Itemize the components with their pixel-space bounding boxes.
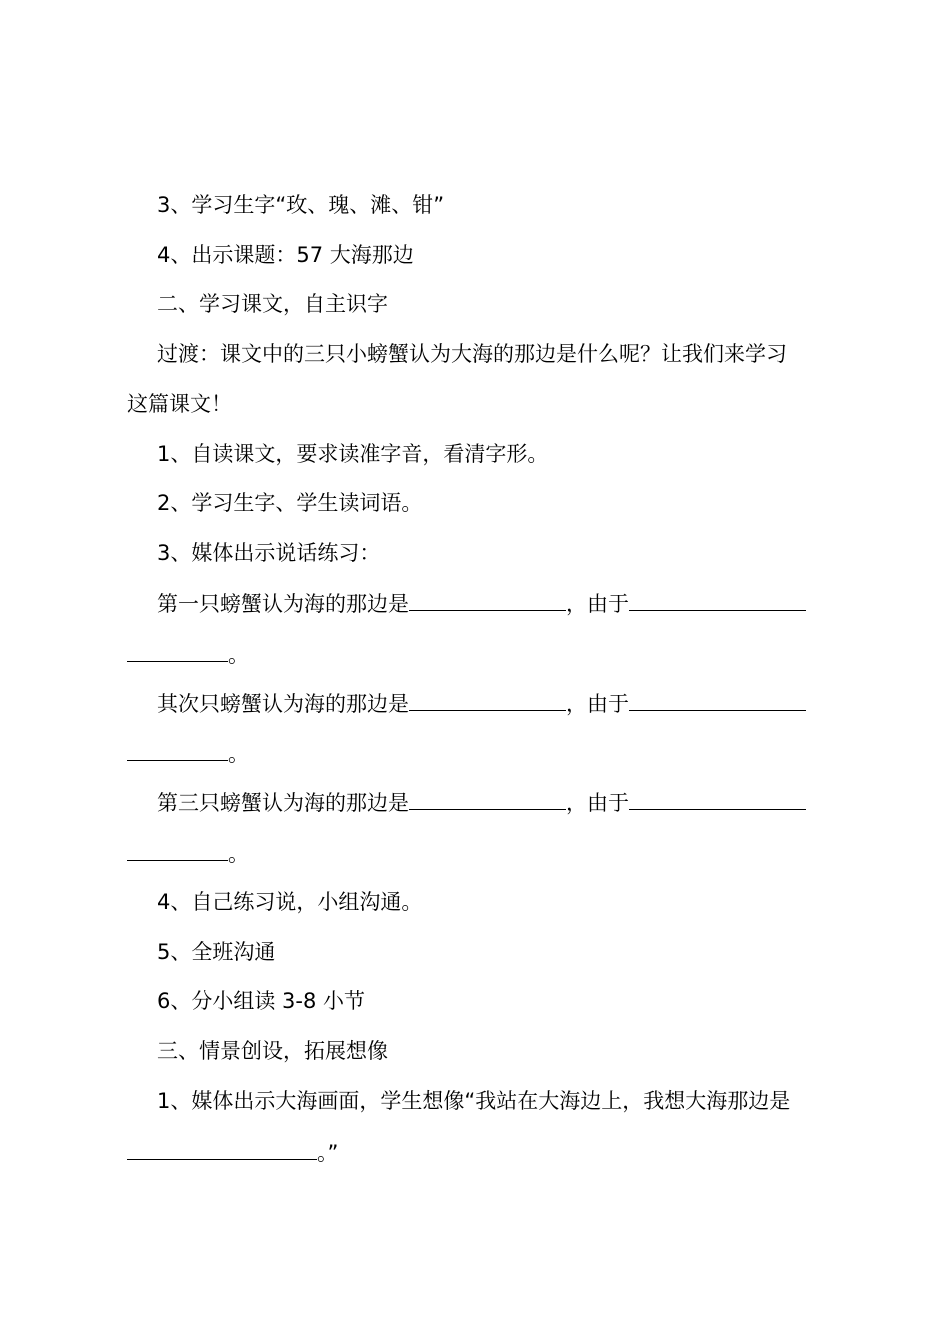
text: 4、出示课题：57 大海那边 (157, 243, 414, 267)
fill-blank-line (157, 588, 837, 618)
text: 5、全班沟通 (157, 940, 276, 964)
text: 3、媒体出示说话练习： (157, 541, 381, 565)
text: 。 (228, 742, 249, 766)
answer-blank[interactable] (409, 688, 566, 711)
paragraph-line (157, 538, 837, 568)
text: 。” (317, 1141, 339, 1165)
fill-blank-line (127, 1137, 837, 1167)
text: 其次只螃蟹认为海的那边是 (157, 692, 409, 716)
answer-blank[interactable] (127, 1137, 317, 1160)
answer-blank[interactable] (127, 838, 228, 861)
text: 4、自己练习说，小组沟通。 (157, 890, 423, 914)
text: ，由于 (566, 592, 629, 616)
text: 第三只螃蟹认为海的那边是 (157, 791, 409, 815)
paragraph-line (157, 887, 837, 917)
text: ，由于 (566, 791, 629, 815)
paragraph-line (157, 937, 837, 967)
paragraph-line (157, 488, 837, 518)
paragraph-line (157, 1086, 837, 1116)
paragraph-line (157, 240, 837, 270)
paragraph-line (157, 339, 837, 369)
section-heading (157, 289, 837, 319)
fill-blank-line (157, 787, 837, 817)
text: 三、情景创设，拓展想像 (157, 1039, 388, 1063)
text: 这篇课文！ (127, 392, 232, 416)
paragraph-line (157, 439, 837, 469)
answer-blank[interactable] (409, 787, 566, 810)
text: 2、学习生字、学生读词语。 (157, 491, 423, 515)
fill-blank-line (127, 639, 837, 669)
answer-blank[interactable] (629, 787, 806, 810)
answer-blank[interactable] (409, 588, 566, 611)
fill-blank-line (157, 688, 837, 718)
text: 二、学习课文，自主识字 (157, 292, 388, 316)
text: 6、分小组读 3-8 小节 (157, 989, 366, 1013)
fill-blank-line (127, 738, 837, 768)
text: 1、媒体出示大海画面，学生想像“我站在大海边上，我想大海那边是 (157, 1089, 791, 1113)
paragraph-line (157, 190, 837, 220)
text: 。 (228, 643, 249, 667)
paragraph-line (127, 389, 837, 419)
text: 3、学习生字“玫、瑰、滩、钳” (157, 193, 445, 217)
answer-blank[interactable] (127, 738, 228, 761)
text: 过渡：课文中的三只小螃蟹认为大海的那边是什么呢？让我们来学习 (157, 342, 787, 366)
section-heading (157, 1036, 837, 1066)
answer-blank[interactable] (629, 688, 806, 711)
text: 第一只螃蟹认为海的那边是 (157, 592, 409, 616)
fill-blank-line (127, 838, 837, 868)
text: 。 (228, 842, 249, 866)
answer-blank[interactable] (127, 639, 228, 662)
text: ，由于 (566, 692, 629, 716)
text: 1、自读课文，要求读准字音，看清字形。 (157, 442, 549, 466)
answer-blank[interactable] (629, 588, 806, 611)
paragraph-line (157, 986, 837, 1016)
